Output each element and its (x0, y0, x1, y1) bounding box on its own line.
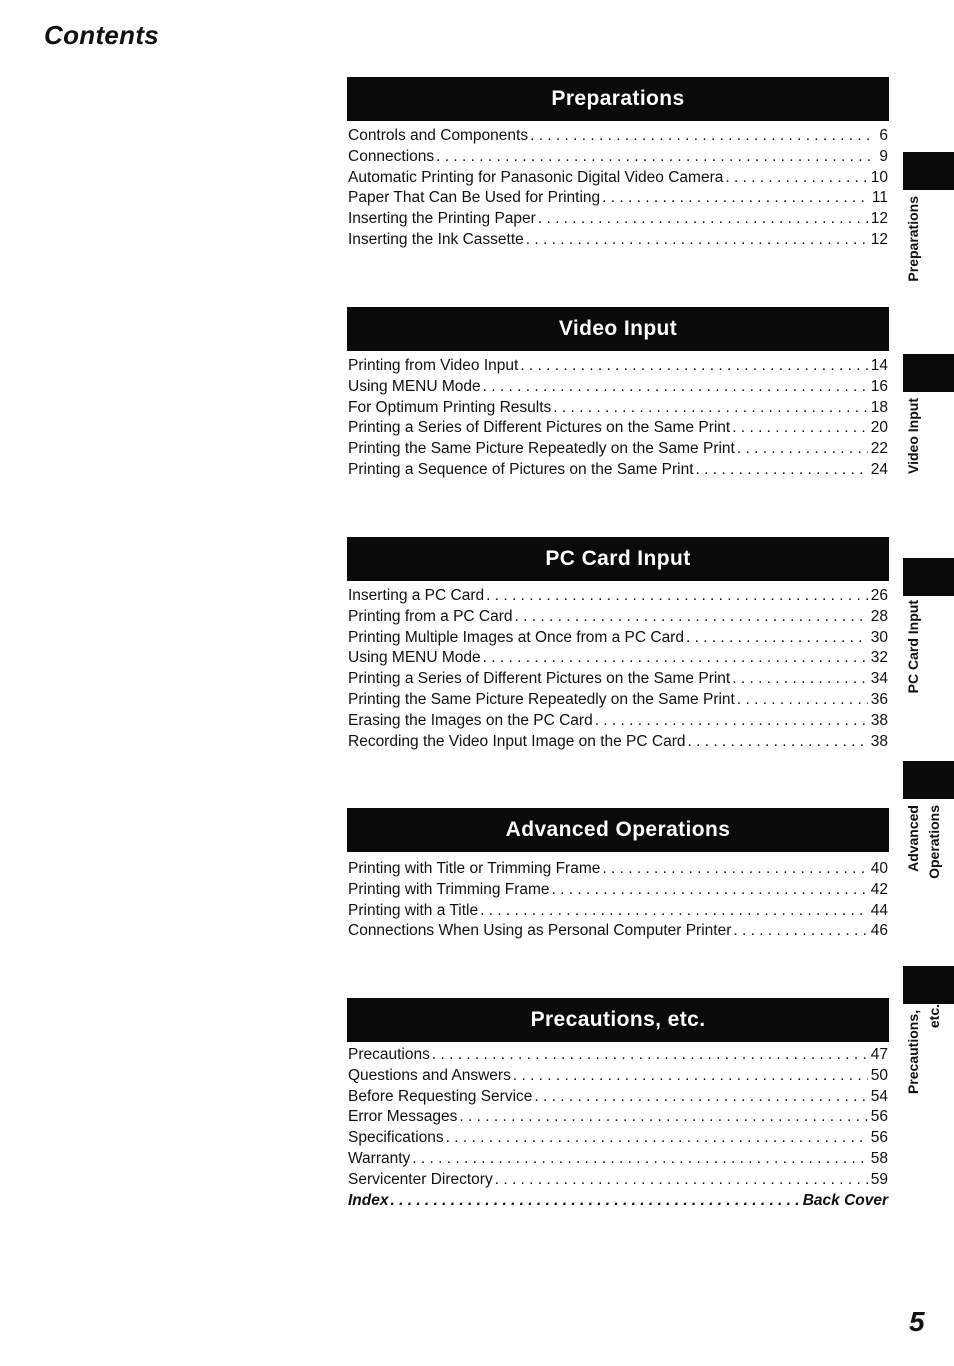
toc-entry[interactable] (347, 1088, 889, 1109)
entry-page: 44 (870, 901, 888, 919)
entry-page: 30 (870, 628, 888, 646)
section-advanced-operations (347, 808, 889, 943)
section-heading: PC Card Input (347, 537, 889, 581)
tab-marker (903, 558, 954, 596)
toc-entry-index[interactable] (347, 1192, 889, 1213)
dot-leader (515, 608, 868, 626)
entry-page: 59 (870, 1170, 888, 1188)
dot-leader (686, 629, 868, 647)
entry-title: Printing the Same Picture Repeatedly on the Same Print (348, 690, 735, 708)
tab-label: PC Card Input (905, 600, 921, 694)
entry-title: Printing from a PC Card (348, 607, 513, 625)
tab-label: Video Input (905, 398, 921, 474)
page-title: Contents (44, 20, 160, 50)
entry-title: Inserting the Ink Cassette (348, 230, 524, 248)
toc-list (347, 1046, 889, 1212)
toc-entry[interactable] (347, 608, 889, 629)
entry-title: Warranty (348, 1149, 411, 1167)
dot-leader (530, 127, 876, 145)
section-heading: Video Input (347, 307, 889, 351)
side-tab-pc-card-input[interactable] (903, 558, 954, 718)
toc-entry[interactable] (347, 189, 889, 210)
dot-leader (495, 1171, 868, 1189)
entry-title: Printing with a Title (348, 901, 479, 919)
dot-leader (725, 169, 867, 187)
page-number: 5 (909, 1306, 925, 1337)
entry-title: Specifications (348, 1129, 444, 1147)
entry-page: 22 (870, 440, 888, 458)
entry-title: Using MENU Mode (348, 377, 481, 395)
entry-page: 9 (879, 147, 888, 165)
dot-leader (602, 189, 869, 207)
entry-page: 58 (870, 1149, 888, 1167)
entry-page: 12 (870, 230, 888, 248)
tab-marker (903, 354, 954, 392)
toc-entry[interactable] (347, 169, 889, 190)
entry-title: Erasing the Images on the PC Card (348, 711, 593, 729)
dot-leader (480, 902, 868, 920)
entry-title: Precautions (348, 1046, 430, 1063)
toc-entry[interactable] (347, 231, 889, 252)
entry-page: 18 (870, 398, 888, 416)
dot-leader (486, 587, 868, 605)
toc-entry[interactable] (347, 922, 889, 943)
section-heading: Precautions, etc. (347, 998, 889, 1042)
entry-title: Paper That Can Be Used for Printing (348, 189, 601, 207)
entry-page: 34 (870, 670, 888, 688)
dot-leader (737, 691, 868, 709)
toc-entry[interactable] (347, 1150, 889, 1171)
entry-page: 38 (870, 732, 888, 750)
toc-list (347, 127, 889, 252)
dot-leader (538, 210, 868, 228)
entry-page: 24 (870, 460, 888, 478)
toc-entry[interactable] (347, 399, 889, 420)
tab-label: Precautions, (905, 1010, 921, 1095)
tab-label: Preparations (905, 196, 921, 282)
tab-marker (903, 966, 954, 1004)
entry-page: 26 (870, 587, 888, 604)
entry-title: Error Messages (348, 1108, 458, 1126)
entry-title: Printing the Same Picture Repeatedly on the Same Print (348, 440, 735, 458)
entry-title: Before Requesting Service (348, 1087, 533, 1105)
entry-page: 40 (870, 860, 888, 877)
dot-leader (602, 860, 867, 878)
side-tab-advanced-operations[interactable] (903, 761, 954, 893)
entry-title: Printing a Series of Different Pictures on the Same Print (348, 670, 731, 688)
entry-page: 12 (870, 210, 888, 228)
toc-entry[interactable] (347, 357, 889, 378)
entry-title: Using MENU Mode (348, 649, 481, 667)
entry-title: Recording the Video Input Image on the PC Card (348, 732, 686, 750)
entry-title: Printing a Series of Different Pictures on the Same Print (348, 419, 731, 437)
entry-page: 6 (879, 127, 888, 144)
toc-entry[interactable] (347, 1046, 889, 1067)
entry-title: Printing from Video Input (348, 357, 519, 374)
dot-leader (553, 399, 867, 417)
dot-leader (513, 1067, 868, 1085)
dot-leader (483, 378, 868, 396)
dot-leader (687, 733, 867, 751)
dot-leader (432, 1046, 868, 1064)
entry-title: Index (348, 1191, 389, 1209)
tab-label-line2: etc. (926, 1004, 942, 1029)
entry-title: Questions and Answers (348, 1066, 511, 1084)
section-preparations (347, 77, 889, 252)
entry-page: 42 (870, 880, 888, 898)
entry-page: 36 (870, 690, 888, 708)
toc-entry[interactable] (347, 881, 889, 902)
toc-list (347, 357, 889, 482)
dot-leader (436, 148, 876, 166)
toc-entry[interactable] (347, 587, 889, 608)
entry-title: Inserting a PC Card (348, 587, 485, 604)
entry-title: For Optimum Printing Results (348, 398, 552, 416)
entry-page: 50 (870, 1066, 888, 1084)
toc-entry[interactable] (347, 670, 889, 691)
entry-title: Printing with Trimming Frame (348, 880, 550, 898)
dot-leader (732, 670, 868, 688)
toc-entry[interactable] (347, 691, 889, 712)
section-heading: Preparations (347, 77, 889, 121)
entry-title: Printing Multiple Images at Once from a PC Card (348, 628, 684, 646)
dot-leader (520, 357, 867, 375)
side-tab-preparations[interactable] (903, 152, 954, 302)
dot-leader (733, 922, 867, 940)
toc-entry[interactable] (347, 902, 889, 923)
section-precautions (347, 998, 889, 1212)
toc-list (347, 860, 889, 943)
section-heading: Advanced Operations (347, 808, 889, 852)
entry-title: Printing a Sequence of Pictures on the Same Print (348, 460, 694, 478)
entry-title: Automatic Printing for Panasonic Digital Video Camera (348, 168, 724, 186)
dot-leader (483, 649, 868, 667)
toc-entry[interactable] (347, 461, 889, 482)
entry-page: 38 (870, 711, 888, 729)
toc-entry[interactable] (347, 712, 889, 733)
entry-page: 28 (870, 607, 888, 625)
toc-entry[interactable] (347, 860, 889, 881)
dot-leader (412, 1150, 867, 1168)
dot-leader (732, 419, 868, 437)
toc-entry[interactable] (347, 629, 889, 650)
toc-entry[interactable] (347, 127, 889, 148)
toc-entry[interactable] (347, 733, 889, 754)
entry-page: 32 (870, 649, 888, 667)
entry-page: 56 (870, 1108, 888, 1126)
toc-entry[interactable] (347, 649, 889, 670)
entry-title: Connections When Using as Personal Computer Printer (348, 922, 732, 940)
entry-page: 14 (870, 357, 888, 374)
toc-entry[interactable] (347, 1129, 889, 1150)
entry-page: 56 (870, 1129, 888, 1147)
dot-leader (459, 1108, 867, 1126)
tab-label-line2: Operations (926, 805, 942, 879)
tab-marker (903, 761, 954, 799)
section-pc-card-input (347, 537, 889, 753)
entry-title: Controls and Components (348, 127, 529, 144)
dot-leader (526, 231, 868, 249)
toc-entry[interactable] (347, 440, 889, 461)
entry-title: Printing with Title or Trimming Frame (348, 860, 601, 877)
entry-page: 20 (870, 419, 888, 437)
dot-leader (552, 881, 868, 899)
toc-entry[interactable] (347, 419, 889, 440)
entry-page: 16 (870, 377, 888, 395)
entry-page: 54 (870, 1087, 888, 1105)
entry-title: Servicenter Directory (348, 1170, 493, 1188)
dot-leader (446, 1129, 868, 1147)
side-tab-precautions[interactable] (903, 966, 954, 1114)
side-tab-video-input[interactable] (903, 354, 954, 494)
entry-title: Connections (348, 147, 435, 165)
entry-page: 46 (870, 922, 888, 940)
tab-marker (903, 152, 954, 190)
toc-list (347, 587, 889, 753)
entry-page: Back Cover (802, 1191, 888, 1209)
dot-leader (534, 1088, 867, 1106)
entry-page: 10 (870, 168, 888, 186)
toc-entry[interactable] (347, 1171, 889, 1192)
dot-leader (737, 440, 868, 458)
entry-page: 47 (870, 1046, 888, 1063)
entry-page: 11 (871, 189, 888, 207)
section-video-input (347, 307, 889, 482)
entry-title: Inserting the Printing Paper (348, 210, 536, 228)
toc-entry[interactable] (347, 1108, 889, 1129)
toc-entry[interactable] (347, 210, 889, 231)
toc-entry[interactable] (347, 1067, 889, 1088)
dot-leader (595, 712, 868, 730)
dot-leader (390, 1192, 799, 1210)
toc-entry[interactable] (347, 378, 889, 399)
dot-leader (696, 461, 868, 479)
tab-label: Advanced (905, 805, 921, 872)
toc-entry[interactable] (347, 148, 889, 169)
